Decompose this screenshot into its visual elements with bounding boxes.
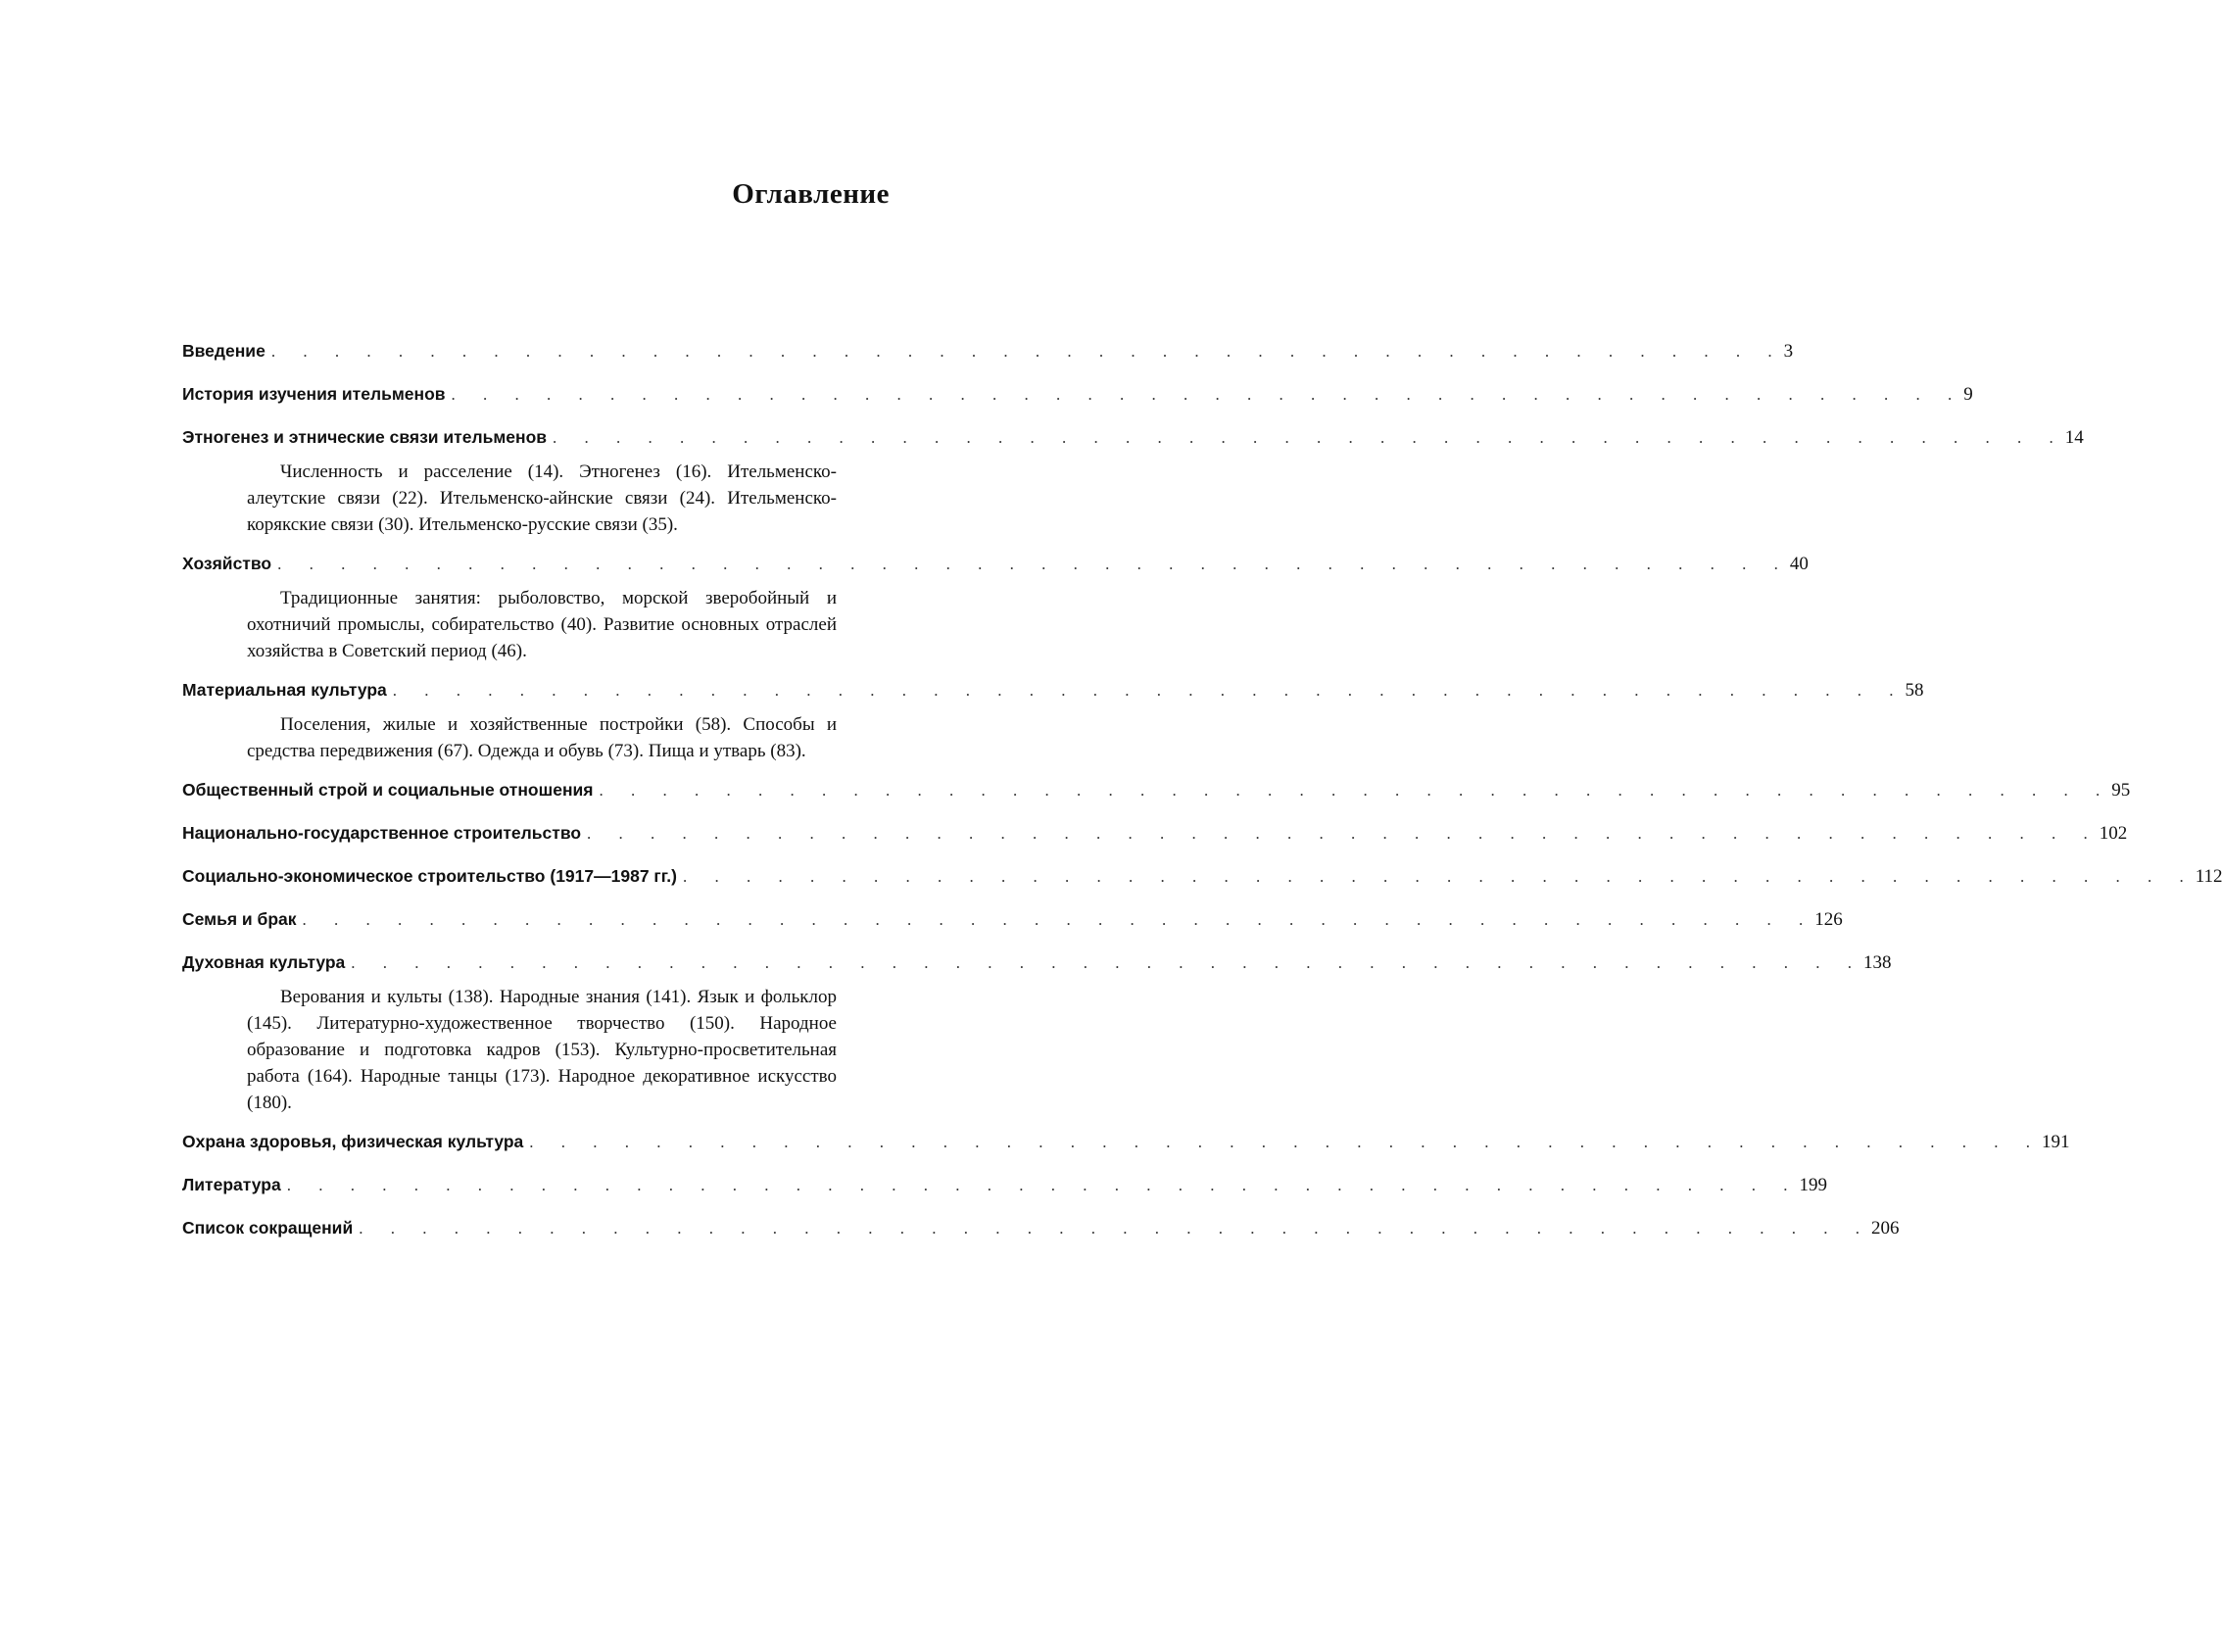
toc-entry	[182, 866, 2222, 894]
toc-entry	[182, 427, 2084, 538]
toc-entry-page-number: 14	[2064, 427, 2084, 448]
toc-line	[182, 909, 1843, 937]
toc-line	[182, 384, 1973, 412]
toc-entry-title: Охрана здоровья, физическая культура	[182, 1132, 524, 1151]
dot-leader: . . . . . . . . . . . . . . . . . . . . . . . . . . . . . . . . . . . . . . . . . . . . . . . .	[451, 385, 1964, 404]
toc-entry-subtopics: Поселения, жилые и хозяйственные постройки (58). Способы и средства передвижения (67). Одежда и обувь (73). Пища и утварь (83).	[247, 714, 837, 761]
toc-entry	[182, 1175, 1827, 1202]
toc-entry	[182, 1218, 1900, 1245]
toc-entry-page-number: 112	[2195, 866, 2222, 887]
toc-entry-subtopics: Численность и расселение (14). Этногенез (16). Ительменско-алеутские связи (22). Ительменско-айнские связи (24). Ительменско-корякские связи (30). Ительменско-русские связи (35).	[247, 462, 837, 535]
dot-leader: . . . . . . . . . . . . . . . . . . . . . . . . . . . . . . . . . . . . . . . . . . . . . . . .	[286, 1176, 1800, 1194]
toc-entry-page-number: 9	[1963, 384, 1973, 405]
dot-leader: . . . . . . . . . . . . . . . . . . . . . . . . . . . . . . . . . . . . . . . . . . . . . . . .	[351, 953, 1864, 972]
table-of-contents	[182, 341, 2222, 1261]
toc-entry	[182, 554, 1809, 664]
toc-line	[182, 341, 1794, 368]
toc-entry	[182, 952, 1892, 1116]
dot-leader: . . . . . . . . . . . . . . . . . . . . . . . . . . . . . . . . . . . . . . . . . . . . . . . .	[599, 781, 2112, 800]
toc-entry-page-number: 199	[1799, 1175, 1827, 1195]
toc-entry-title: Духовная культура	[182, 952, 346, 972]
toc-entry	[182, 780, 2131, 807]
dot-leader: . . . . . . . . . . . . . . . . . . . . . . . . . . . . . . . . . . . . . . . . . . . . . . . .	[529, 1133, 2043, 1151]
toc-line	[182, 952, 1892, 980]
toc-entry	[182, 1132, 2070, 1159]
toc-entry-title: Материальная культура	[182, 680, 387, 700]
dot-leader: . . . . . . . . . . . . . . . . . . . . . . . . . . . . . . . . . . . . . . . . . . . . . . . .	[302, 910, 1815, 929]
toc-line	[182, 427, 2084, 455]
toc-entry-subtopics: Традиционные занятия: рыболовство, морской зверобойный и охотничий промыслы, собирательство (40). Развитие основных отраслей хозяйства в Советский период (46).	[247, 588, 837, 661]
toc-entry-page-number: 138	[1863, 952, 1892, 973]
dot-leader: . . . . . . . . . . . . . . . . . . . . . . . . . . . . . . . . . . . . . . . . . . . . . . . .	[392, 681, 1906, 700]
toc-entry-page-number: 126	[1814, 909, 1843, 930]
toc-entry-title: Хозяйство	[182, 554, 272, 573]
dot-leader: . . . . . . . . . . . . . . . . . . . . . . . . . . . . . . . . . . . . . . . . . . . . . . . .	[587, 824, 2100, 843]
toc-entry-title: Этногенез и этнические связи ительменов	[182, 427, 548, 447]
toc-entry	[182, 823, 2128, 850]
toc-line	[182, 1218, 1900, 1245]
toc-line	[182, 1175, 1827, 1202]
dot-leader: . . . . . . . . . . . . . . . . . . . . . . . . . . . . . . . . . . . . . . . . . . . . . . . .	[277, 555, 1790, 573]
toc-entry-page-number: 191	[2042, 1132, 2070, 1152]
toc-entry	[182, 341, 1794, 368]
dot-leader: . . . . . . . . . . . . . . . . . . . . . . . . . . . . . . . . . . . . . . . . . . . . . . . .	[270, 342, 1784, 361]
toc-entry-title: Введение	[182, 341, 266, 361]
page-title: Оглавление	[732, 178, 890, 210]
toc-entry-page-number: 206	[1870, 1218, 1900, 1239]
toc-line	[182, 866, 2222, 894]
toc-line	[182, 823, 2128, 850]
toc-entry-page-number: 102	[2099, 823, 2128, 844]
toc-entry-title: Список сокращений	[182, 1218, 354, 1238]
toc-line	[182, 680, 1924, 707]
dot-leader: . . . . . . . . . . . . . . . . . . . . . . . . . . . . . . . . . . . . . . . . . . . . . . . .	[553, 428, 2065, 447]
toc-entry-title: Семья и брак	[182, 909, 297, 929]
toc-line	[182, 554, 1809, 581]
toc-entry-subtopics: Верования и культы (138). Народные знания (141). Язык и фольклор (145). Литературно-художественное творчество (150). Народное образование и подготовка кадров (153). Культурно-просветительная работа (164). Народные танцы (173). Народное декоративное искусство (180).	[247, 987, 837, 1113]
toc-entry	[182, 680, 1924, 764]
toc-line	[182, 1132, 2070, 1159]
toc-entry-page-number: 40	[1789, 554, 1809, 574]
toc-entry-title: Общественный строй и социальные отношения	[182, 780, 594, 800]
toc-line	[182, 780, 2131, 807]
toc-entry	[182, 384, 1973, 412]
toc-entry	[182, 909, 1843, 937]
toc-entry-title: История изучения ительменов	[182, 384, 446, 404]
dot-leader: . . . . . . . . . . . . . . . . . . . . . . . . . . . . . . . . . . . . . . . . . . . . . . . .	[359, 1219, 1871, 1238]
toc-entry-page-number: 95	[2111, 780, 2131, 801]
toc-entry-page-number: 3	[1783, 341, 1794, 362]
toc-entry-title: Литература	[182, 1175, 281, 1194]
toc-entry-title: Социально-экономическое строительство (1917—1987 гг.)	[182, 866, 677, 886]
dot-leader: . . . . . . . . . . . . . . . . . . . . . . . . . . . . . . . . . . . . . . . . . . . . . . . .	[682, 867, 2196, 886]
toc-entry-page-number: 58	[1905, 680, 1924, 701]
toc-entry-title: Национально-государственное строительство	[182, 823, 582, 843]
